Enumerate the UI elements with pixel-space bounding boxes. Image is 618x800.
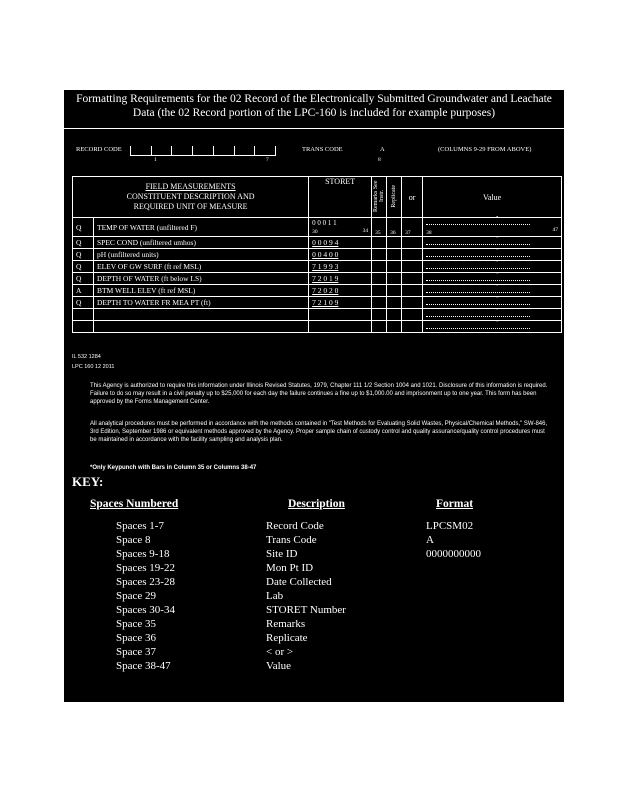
key-format: A xyxy=(426,534,434,546)
record-pos-7: 7 xyxy=(266,157,269,163)
replicate-cell xyxy=(387,273,402,285)
key-desc: Date Collected xyxy=(266,576,332,588)
row-storet: 7 2 1 0 9 xyxy=(309,297,372,309)
key-desc: STORET Number xyxy=(266,604,346,616)
row-description: pH (unfiltered units) xyxy=(94,249,309,261)
col-30-label: 30 xyxy=(312,228,318,235)
key-spaces: Spaces 23-28 xyxy=(116,576,175,588)
row-code: Q xyxy=(73,273,94,285)
table-row xyxy=(73,297,562,309)
field-measurements-table xyxy=(72,176,562,333)
row-description: DEPTH OF WATER (ft below LS) xyxy=(94,273,309,285)
value-cell xyxy=(423,237,562,249)
table-row xyxy=(73,309,562,321)
value-field xyxy=(426,310,530,317)
value-cell xyxy=(423,309,562,321)
storet-header: STORET xyxy=(309,177,372,218)
form-id-2: LPC 160 12 2011 xyxy=(72,364,115,370)
table-row xyxy=(73,249,562,261)
or-cell xyxy=(402,309,423,321)
table-row xyxy=(73,218,562,237)
row-code: A xyxy=(73,285,94,297)
row-description: ELEV OF GW SURF (ft ref MSL) xyxy=(94,261,309,273)
or-cell xyxy=(402,237,423,249)
col-47-label: 47 xyxy=(552,227,558,233)
or-cell xyxy=(402,285,423,297)
unit-measure-heading: REQUIRED UNIT OF MEASURE xyxy=(133,202,248,211)
value-cell xyxy=(423,261,562,273)
or-cell xyxy=(402,249,423,261)
replicate-cell xyxy=(387,237,402,249)
key-spaces: Spaces 9-18 xyxy=(116,548,170,560)
replicate-header xyxy=(387,177,402,218)
key-desc: Site ID xyxy=(266,548,298,560)
key-format: LPCSM02 xyxy=(426,520,474,532)
col-38-label: 38 xyxy=(426,230,432,236)
remarks-cell xyxy=(372,249,387,261)
row-storet: 0 0 0 9 4 xyxy=(309,237,372,249)
trans-code-label: TRANS CODE xyxy=(302,146,343,153)
field-measurements-heading: FIELD MEASUREMENTS xyxy=(145,182,236,191)
value-field xyxy=(426,322,530,329)
remarks-cell xyxy=(372,285,387,297)
key-desc: Replicate xyxy=(266,632,308,644)
key-desc: Lab xyxy=(266,590,284,602)
value-field xyxy=(426,286,530,293)
value-cell xyxy=(423,285,562,297)
value-field xyxy=(426,218,530,225)
key-spaces: Space 29 xyxy=(116,590,157,602)
row-code-empty xyxy=(73,309,94,321)
col-37-label: 37 xyxy=(402,218,423,237)
keypunch-note: *Only Keypunch with Bars in Column 35 or Columns 38-47 xyxy=(90,465,257,471)
remarks-cell xyxy=(372,321,387,333)
record-pos-1: 1 xyxy=(154,157,157,163)
key-format: 0000000000 xyxy=(426,548,481,560)
key-spaces: Spaces 1-7 xyxy=(116,520,164,532)
key-head-format: Format xyxy=(436,498,474,510)
value-field xyxy=(426,298,530,305)
record-code-boxes xyxy=(130,146,276,156)
replicate-cell xyxy=(387,321,402,333)
key-spaces: Spaces 19-22 xyxy=(116,562,175,574)
replicate-cell xyxy=(387,261,402,273)
remarks-cell xyxy=(372,261,387,273)
title-divider xyxy=(64,128,564,129)
remarks-header-text: Remarks See Instr. xyxy=(373,180,386,212)
replicate-cell xyxy=(387,297,402,309)
or-header: or xyxy=(402,177,423,218)
key-spaces: Space 37 xyxy=(116,646,157,658)
replicate-cell xyxy=(387,285,402,297)
form-id-1: IL 532 1284 xyxy=(72,354,101,360)
row-storet: 7 2 0 1 9 xyxy=(309,273,372,285)
key-desc: Remarks xyxy=(266,618,306,630)
row-code: Q xyxy=(73,249,94,261)
table-row xyxy=(73,273,562,285)
value-cell xyxy=(423,218,562,237)
record-pos-8: 8 xyxy=(378,157,381,163)
or-cell xyxy=(402,273,423,285)
or-cell xyxy=(402,261,423,273)
row-storet-empty xyxy=(309,321,372,333)
row-description-empty xyxy=(94,321,309,333)
key-desc: Record Code xyxy=(266,520,324,532)
value-cell xyxy=(423,297,562,309)
row-description-empty xyxy=(94,309,309,321)
value-field xyxy=(426,262,530,269)
key-desc: Trans Code xyxy=(266,534,317,546)
record-code-label: RECORD CODE xyxy=(76,146,122,153)
table-row xyxy=(73,261,562,273)
constituent-header xyxy=(73,177,309,218)
value-field xyxy=(426,238,530,245)
row-storet xyxy=(309,218,372,237)
key-spaces: Space 8 xyxy=(116,534,151,546)
row-storet: 7 2 0 2 0 xyxy=(309,285,372,297)
col-34-label: 34 xyxy=(362,227,369,234)
remarks-cell xyxy=(372,309,387,321)
row-storet: 0 0 4 0 0 xyxy=(309,249,372,261)
value-field xyxy=(426,250,530,257)
row-storet-empty xyxy=(309,309,372,321)
remarks-cell xyxy=(372,297,387,309)
row-code-empty xyxy=(73,321,94,333)
key-desc: < or > xyxy=(266,646,294,658)
value-cell xyxy=(423,321,562,333)
key-spaces: Space 38-47 xyxy=(116,660,171,672)
key-spaces: Space 35 xyxy=(116,618,157,630)
trans-code-value: A xyxy=(380,146,385,153)
or-cell xyxy=(402,321,423,333)
value-field xyxy=(426,274,530,281)
row-description: TEMP OF WATER (unfiltered F) xyxy=(94,218,309,237)
procedures-paragraph: All analytical procedures must be performed in accordance with the methods contained in "Test Methods for Evaluating Solid Wastes, Physical/Chemical Methods," SW-846, 3rd Edition, September 1986 or equivalent methods approved by the Agency. Proper sample chain of custody control and quality assurance/quality control procedures must be maintained in accordance with the facility sampling and analysis plan. xyxy=(90,421,548,443)
row-description: BTM WELL ELEV (ft ref MSL) xyxy=(94,285,309,297)
value-cell xyxy=(423,249,562,261)
key-spaces: Space 36 xyxy=(116,632,157,644)
document-title: Formatting Requirements for the 02 Record of the Electronically Submitted Groundwater and Leachate Data (the 02 Record portion of the LPC-160 is included for example purposes) xyxy=(76,93,552,119)
key-title: KEY: xyxy=(72,474,104,489)
replicate-header-text: Replicate xyxy=(391,184,398,208)
key-head-spaces: Spaces Numbered xyxy=(90,498,179,510)
row-storet: 7 1 9 9 3 xyxy=(309,261,372,273)
storet-number: 0 0 0 1 1 xyxy=(312,218,337,227)
remarks-cell xyxy=(372,273,387,285)
or-cell xyxy=(402,297,423,309)
key-desc: Value xyxy=(266,660,292,672)
col-36-label: 36 xyxy=(387,218,402,237)
table-row xyxy=(73,237,562,249)
key-head-description: Description xyxy=(288,498,345,510)
remarks-header xyxy=(372,177,387,218)
value-cell xyxy=(423,273,562,285)
table-header-row xyxy=(73,177,562,218)
table-row xyxy=(73,285,562,297)
col-35-label: 35 xyxy=(372,218,387,237)
columns-note: (COLUMNS 9-29 FROM ABOVE) xyxy=(438,146,532,153)
key-desc: Mon Pt ID xyxy=(266,562,314,574)
constituent-description-heading: CONSTITUENT DESCRIPTION AND xyxy=(126,192,255,201)
row-code: Q xyxy=(73,218,94,237)
value-header: Value xyxy=(423,177,562,218)
authority-paragraph: This Agency is authorized to require this information under Illinois Revised Statutes, 1979, Chapter 111 1/2 Section 1004 and 1021. Disclosure of this information is required. Failure to do so may result in a civil penalty up to $25,000 for each day the failure continues a fine up to $1,000.00 and imprisonment up to one year. This form has been approved by the Forms Management Center. xyxy=(90,383,548,405)
row-description: SPEC COND (unfiltered umhos) xyxy=(94,237,309,249)
key-spaces: Spaces 30-34 xyxy=(116,604,175,616)
row-code: Q xyxy=(73,297,94,309)
row-description: DEPTH TO WATER FR MEA PT (ft) xyxy=(94,297,309,309)
table-row xyxy=(73,321,562,333)
row-code: Q xyxy=(73,261,94,273)
replicate-cell xyxy=(387,249,402,261)
row-code: Q xyxy=(73,237,94,249)
replicate-cell xyxy=(387,309,402,321)
remarks-cell xyxy=(372,237,387,249)
